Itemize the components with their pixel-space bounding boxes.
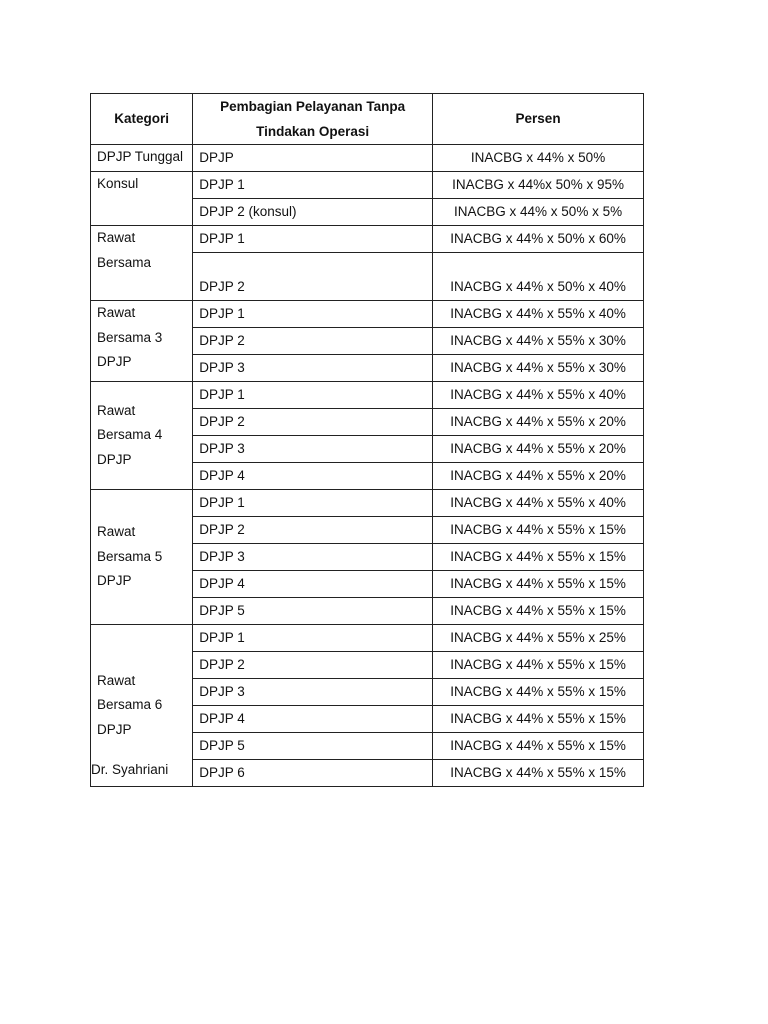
percent-cell: INACBG x 44% x 55% x 15% [433, 760, 644, 787]
percent-cell: INACBG x 44% x 55% x 15% [433, 679, 644, 706]
service-cell: DPJP 3 [193, 436, 433, 463]
service-cell: DPJP 1 [193, 490, 433, 517]
service-cell: DPJP 5 [193, 598, 433, 625]
service-cell: DPJP 4 [193, 571, 433, 598]
service-cell: DPJP 1 [193, 226, 433, 253]
service-cell: DPJP 1 [193, 172, 433, 199]
fee-distribution-table [90, 93, 644, 787]
table-row [91, 625, 644, 652]
service-cell: DPJP 4 [193, 706, 433, 733]
service-cell: DPJP 2 [193, 409, 433, 436]
percent-cell: INACBG x 44%x 50% x 95% [433, 172, 644, 199]
category-cell: Rawat Bersama 4 DPJP [91, 382, 193, 490]
percent-cell: INACBG x 44% x 55% x 25% [433, 625, 644, 652]
table-header-row [91, 94, 644, 145]
service-cell: DPJP 2 [193, 517, 433, 544]
percent-cell: INACBG x 44% x 55% x 40% [433, 382, 644, 409]
percent-cell: INACBG x 44% x 55% x 15% [433, 652, 644, 679]
percent-cell: INACBG x 44% x 55% x 15% [433, 517, 644, 544]
service-cell: DPJP 3 [193, 544, 433, 571]
percent-cell: INACBG x 44% x 55% x 15% [433, 706, 644, 733]
table-row [91, 490, 644, 517]
header-persen: Persen [433, 94, 644, 145]
header-pembagian: Pembagian Pelayanan Tanpa Tindakan Operasi [193, 94, 433, 145]
service-cell: DPJP 2 [193, 253, 433, 301]
category-cell: DPJP Tunggal [91, 145, 193, 172]
category-cell: Rawat Bersama 6 DPJP [91, 625, 193, 787]
percent-cell: INACBG x 44% x 50% [433, 145, 644, 172]
percent-cell: INACBG x 44% x 50% x 40% [433, 253, 644, 301]
percent-cell: INACBG x 44% x 50% x 60% [433, 226, 644, 253]
service-cell: DPJP 1 [193, 625, 433, 652]
author-name: Dr. Syahriani [91, 762, 169, 777]
table-row [91, 301, 644, 328]
percent-cell: INACBG x 44% x 55% x 15% [433, 598, 644, 625]
percent-cell: INACBG x 44% x 55% x 20% [433, 463, 644, 490]
percent-cell: INACBG x 44% x 55% x 15% [433, 544, 644, 571]
percent-cell: INACBG x 44% x 50% x 5% [433, 199, 644, 226]
table-row [91, 172, 644, 199]
service-cell: DPJP [193, 145, 433, 172]
percent-cell: INACBG x 44% x 55% x 30% [433, 328, 644, 355]
service-cell: DPJP 6 [193, 760, 433, 787]
table-row [91, 226, 644, 253]
table-row [91, 382, 644, 409]
category-cell: Rawat Bersama 3 DPJP [91, 301, 193, 382]
percent-cell: INACBG x 44% x 55% x 40% [433, 490, 644, 517]
percent-cell: INACBG x 44% x 55% x 20% [433, 409, 644, 436]
service-cell: DPJP 1 [193, 301, 433, 328]
service-cell: DPJP 5 [193, 733, 433, 760]
percent-cell: INACBG x 44% x 55% x 40% [433, 301, 644, 328]
percent-cell: INACBG x 44% x 55% x 15% [433, 733, 644, 760]
percent-cell: INACBG x 44% x 55% x 30% [433, 355, 644, 382]
table-row [91, 145, 644, 172]
percent-cell: INACBG x 44% x 55% x 15% [433, 571, 644, 598]
percent-cell: INACBG x 44% x 55% x 20% [433, 436, 644, 463]
service-cell: DPJP 3 [193, 355, 433, 382]
category-cell: Konsul [91, 172, 193, 226]
service-cell: DPJP 4 [193, 463, 433, 490]
service-cell: DPJP 2 [193, 328, 433, 355]
category-cell: Rawat Bersama [91, 226, 193, 301]
service-cell: DPJP 2 (konsul) [193, 199, 433, 226]
header-kategori: Kategori [91, 94, 193, 145]
service-cell: DPJP 3 [193, 679, 433, 706]
service-cell: DPJP 2 [193, 652, 433, 679]
category-cell: Rawat Bersama 5 DPJP [91, 490, 193, 625]
service-cell: DPJP 1 [193, 382, 433, 409]
